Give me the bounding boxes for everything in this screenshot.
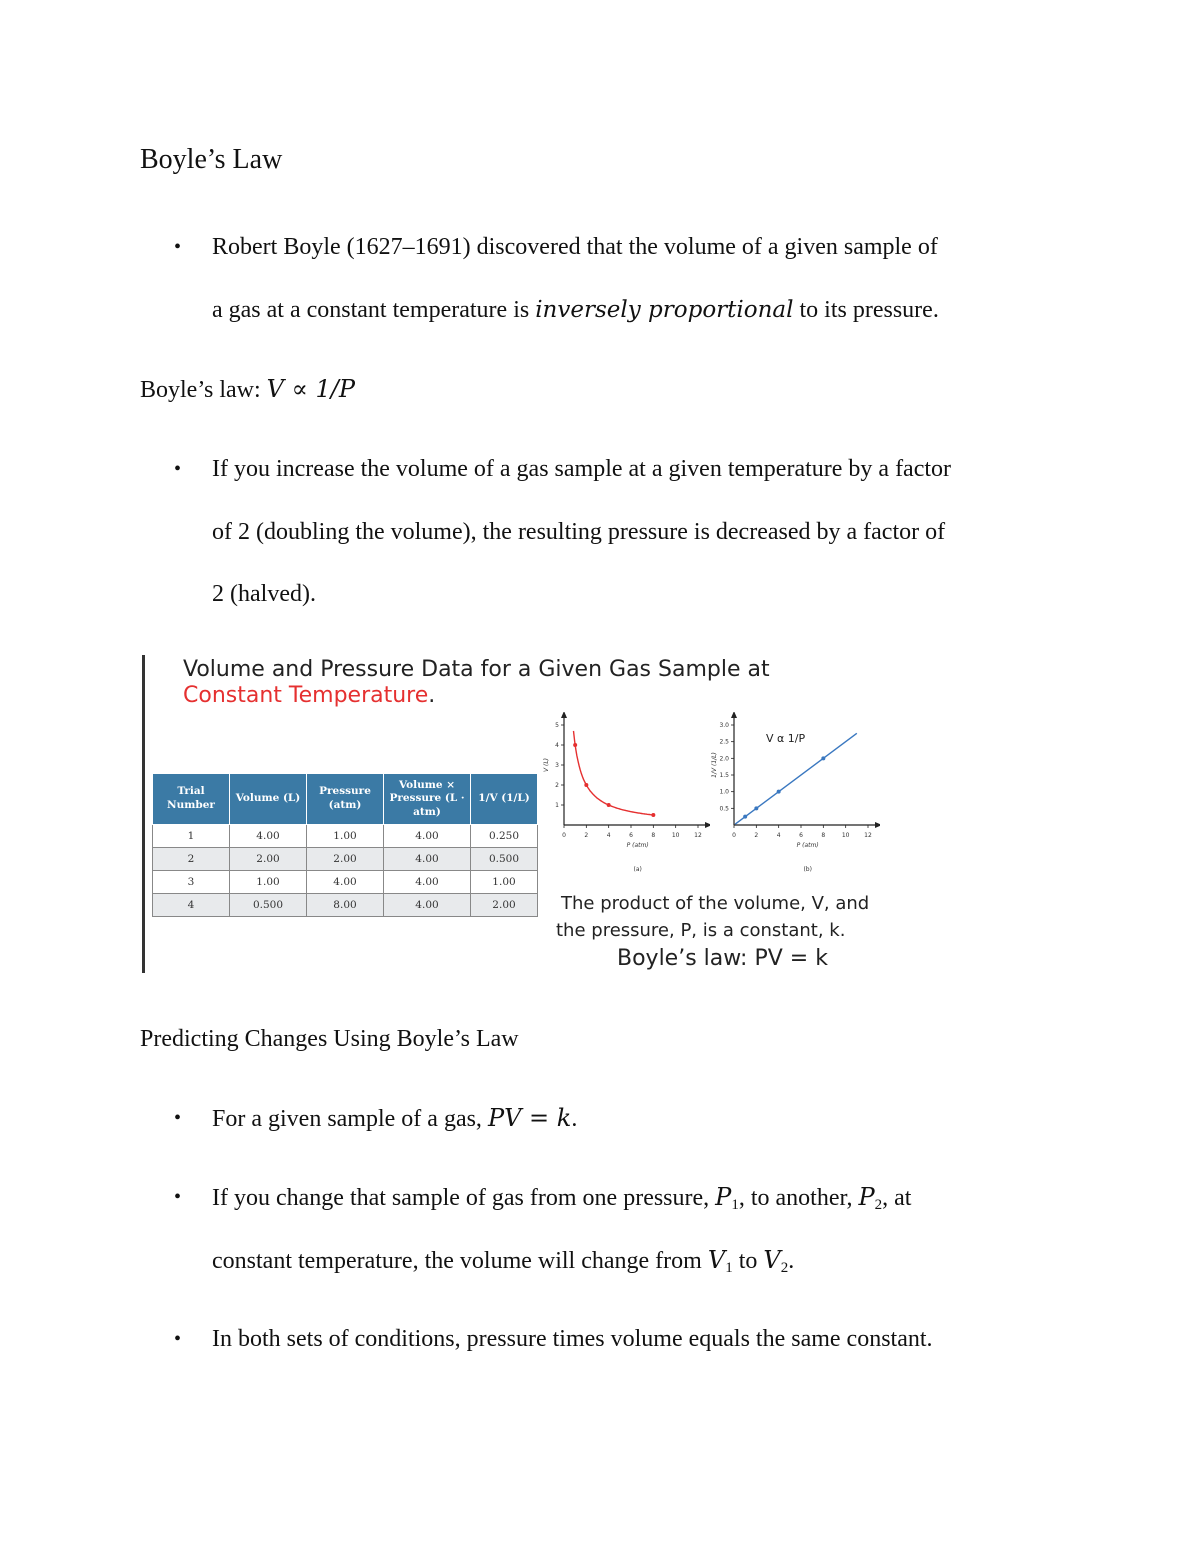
series-line — [735, 733, 857, 824]
bullet-dot: • — [174, 1186, 182, 1208]
bullet-text: If you increase the volume of a gas sample at a given temperature by a factor — [212, 456, 952, 482]
figure-title: Volume and Pressure Data for a Given Gas Sample at Constant Temperature. — [183, 657, 770, 709]
table-cell: 0.250 — [471, 825, 538, 848]
figure-caption-line: the pressure, P, is a constant, k. — [556, 920, 846, 941]
y-axis-label: 1/V (1/L) — [711, 752, 718, 778]
table-cell: 4 — [153, 894, 230, 917]
table-cell: 2.00 — [307, 848, 384, 871]
table-header: Volume (L) — [230, 774, 307, 825]
boyles-law-statement: Boyle’s law: V ∝ 1/P — [140, 375, 355, 403]
bullet-text: 2 (halved). — [212, 581, 316, 607]
table-row — [153, 894, 538, 917]
figure-sidebar — [142, 655, 145, 973]
table-header: Pressure (atm) — [307, 774, 384, 825]
y-tick-label: 2.5 — [719, 738, 729, 746]
y-tick-label: 4 — [555, 742, 559, 749]
table-cell: 4.00 — [384, 894, 471, 917]
x-tick-label: 2 — [754, 832, 759, 839]
chart-volume-vs-pressure — [538, 712, 710, 877]
section-title: Predicting Changes Using Boyle’s Law — [140, 1026, 519, 1052]
data-point — [573, 743, 577, 747]
bullet-text: If you change that sample of gas from one pressure, $P_1$, to another, $P_2$, at — [212, 1183, 912, 1213]
y-axis-arrow — [561, 712, 567, 718]
x-tick-label: 4 — [606, 832, 611, 839]
y-tick-label: 5 — [555, 722, 559, 729]
data-table — [152, 773, 538, 917]
table-cell: 1 — [153, 825, 230, 848]
bullet-text: In both sets of conditions, pressure times volume equals the same constant. — [212, 1326, 933, 1352]
table-row — [153, 825, 538, 848]
y-tick-label: 1.5 — [719, 772, 729, 779]
page-title: Boyle’s Law — [140, 144, 283, 175]
bullet-dot: • — [174, 236, 182, 258]
bullet-text: Robert Boyle (1627–1691) discovered that the volume of a given sample of — [212, 234, 938, 260]
table-cell: 1.00 — [230, 871, 307, 894]
series-line — [574, 731, 654, 815]
annotation-label: V α 1/P — [766, 732, 806, 745]
bullet-dot: • — [174, 458, 182, 480]
data-point — [821, 756, 825, 760]
x-tick-label: 8 — [821, 832, 826, 839]
table-header-row — [153, 774, 538, 825]
y-axis-label: V (L) — [543, 757, 550, 773]
data-point — [754, 806, 758, 810]
bullet-dot: • — [174, 1328, 182, 1350]
x-tick-label: 12 — [694, 832, 702, 839]
x-tick-label: 10 — [841, 832, 850, 839]
table-cell: 1.00 — [471, 871, 538, 894]
table-cell: 4.00 — [230, 825, 307, 848]
table-cell: 0.500 — [230, 894, 307, 917]
table-cell: 4.00 — [384, 848, 471, 871]
x-tick-label: 2 — [584, 832, 589, 839]
table-cell: 1.00 — [307, 825, 384, 848]
y-tick-label: 1 — [555, 802, 559, 809]
data-point — [651, 813, 655, 817]
x-tick-label: 10 — [671, 832, 680, 839]
table-header: 1/V (1/L) — [471, 774, 538, 825]
x-axis-arrow — [875, 822, 880, 828]
x-axis-label: P (atm) — [626, 842, 649, 849]
data-point — [743, 815, 747, 819]
bullet-text: For a given sample of a gas, PV = k. — [212, 1104, 578, 1132]
y-tick-label: 3.0 — [719, 722, 729, 729]
data-point — [584, 783, 588, 787]
table-cell: 8.00 — [307, 894, 384, 917]
table-header: Volume × Pressure (L · atm) — [384, 774, 471, 825]
table-row — [153, 848, 538, 871]
figure-caption-line: The product of the volume, V, and — [561, 893, 870, 914]
x-tick-label: 0 — [562, 832, 566, 839]
data-point — [777, 790, 781, 794]
x-tick-label: 0 — [732, 832, 736, 839]
y-tick-label: 3 — [555, 762, 559, 769]
table-cell: 2.00 — [471, 894, 538, 917]
x-tick-label: 8 — [651, 832, 656, 839]
figure-caption-law: Boyle’s law: PV = k — [617, 946, 828, 971]
x-tick-label: 6 — [799, 832, 803, 839]
data-point — [607, 803, 611, 807]
y-tick-label: 1.0 — [719, 788, 729, 796]
table-cell: 4.00 — [307, 871, 384, 894]
panel-label: (b) — [803, 866, 812, 873]
y-axis-arrow — [731, 712, 737, 718]
table-cell: 3 — [153, 871, 230, 894]
bullet-dot: • — [174, 1107, 182, 1129]
y-tick-label: 2.0 — [719, 755, 729, 763]
table-cell: 0.500 — [471, 848, 538, 871]
emphasis: inversely proportional — [535, 297, 794, 323]
table-cell: 4.00 — [384, 871, 471, 894]
bullet-text: a gas at a constant temperature is inversely proportional to its pressure. — [212, 297, 939, 323]
bullet-text: of 2 (doubling the volume), the resulting pressure is decreased by a factor of — [212, 519, 946, 545]
table-header: Trial Number — [153, 774, 230, 825]
y-tick-label: 0.5 — [719, 805, 729, 813]
y-tick-label: 2 — [555, 782, 559, 789]
table-cell: 4.00 — [384, 825, 471, 848]
table-row — [153, 871, 538, 894]
x-tick-label: 4 — [776, 832, 781, 839]
table-cell: 2 — [153, 848, 230, 871]
panel-label: (a) — [633, 866, 642, 873]
bullet-text: constant temperature, the volume will change from $V_1$ to $V_2$. — [212, 1246, 795, 1276]
x-axis-label: P (atm) — [796, 842, 819, 849]
table-cell: 2.00 — [230, 848, 307, 871]
x-tick-label: 6 — [629, 832, 633, 839]
chart-inverse-volume-vs-pressure — [708, 712, 880, 877]
x-tick-label: 12 — [864, 832, 872, 839]
